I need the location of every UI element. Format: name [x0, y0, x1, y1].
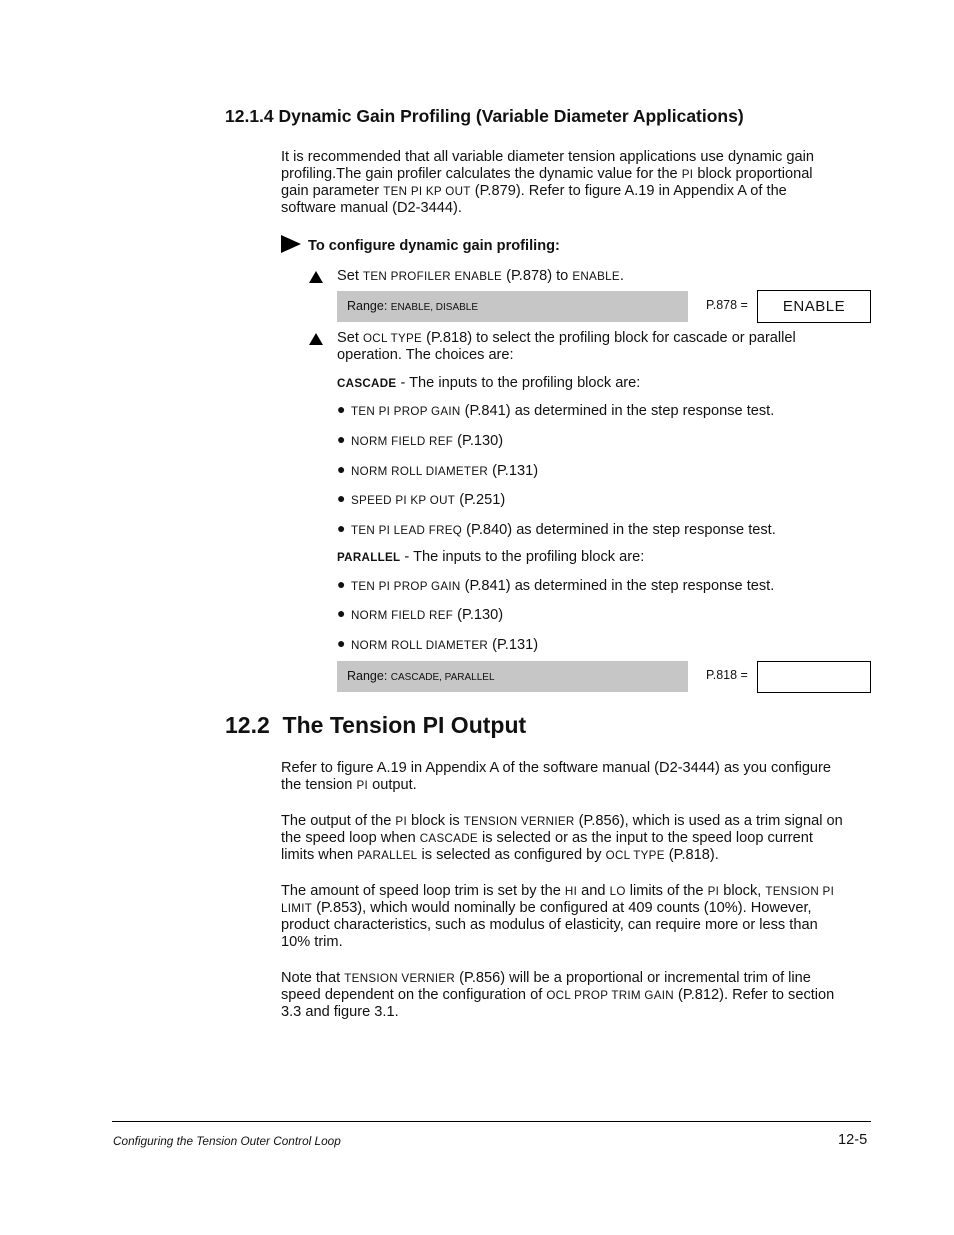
- range-bar-p818: Range: CASCADE, PARALLEL: [337, 661, 688, 692]
- intro-line: gain parameter TEN PI KP OUT (P.879). Refer to figure A.19 in Appendix A of the: [281, 183, 787, 199]
- intro-line: software manual (D2-3444).: [281, 200, 462, 216]
- cascade-intro: CASCADE - The inputs to the profiling block are:: [337, 375, 641, 391]
- param-value-field-p878[interactable]: ENABLE: [757, 290, 871, 323]
- bullet-dot-icon: ●: [337, 401, 346, 417]
- param-label-p878: P.878 =: [706, 298, 748, 312]
- procedure-arrow-icon: [280, 234, 302, 259]
- step-triangle-icon: [309, 270, 323, 288]
- bullet-dot-icon: ●: [337, 576, 346, 592]
- bullet-dot-icon: ●: [337, 605, 346, 621]
- paragraph-4: Note that TENSION VERNIER (P.856) will be a proportional or incremental trim of line speed dependent on the configuration of OCL PROP TRIM GAIN (P.812). Refer to section 3.3 and figure 3.1.: [281, 970, 835, 1020]
- range-bar-p878: Range: ENABLE, DISABLE: [337, 291, 688, 322]
- section-heading-12-2: 12.2 The Tension PI Output: [225, 712, 527, 738]
- paragraph-3: The amount of speed loop trim is set by the HI and LO limits of the PI block, TENSION PI LIMIT (P.853), which would nominally be configured at 409 counts (10%). However, product characteristics, such as modulus of elasticity, can require more or less than 10% trim.: [281, 883, 835, 950]
- paragraph-1: Refer to figure A.19 in Appendix A of the software manual (D2-3444) as you configure the tension PI output.: [281, 760, 832, 793]
- section-heading-12-1-4: 12.1.4 Dynamic Gain Profiling (Variable Diameter Applications): [225, 106, 744, 126]
- page-number: 12-5: [838, 1132, 868, 1148]
- intro-line: profiling.The gain profiler calculates the dynamic value for the PI block proportional: [281, 166, 813, 182]
- procedure-title: To configure dynamic gain profiling:: [308, 238, 560, 254]
- bullet-dot-icon: ●: [337, 431, 346, 447]
- intro-line: It is recommended that all variable diameter tension applications use dynamic gain: [281, 149, 814, 165]
- bullet-dot-icon: ●: [337, 520, 346, 536]
- bullet-dot-icon: ●: [337, 461, 346, 477]
- step1-text: Set TEN PROFILER ENABLE (P.878) to ENABLE.: [337, 268, 624, 284]
- footer-rule: [112, 1121, 871, 1122]
- param-value-field-p818[interactable]: [757, 661, 871, 693]
- bullet-dot-icon: ●: [337, 635, 346, 651]
- param-label-p818: P.818 =: [706, 668, 748, 682]
- intro-paragraph: [281, 149, 871, 217]
- step-triangle-icon: [309, 332, 323, 350]
- paragraph-2: The output of the PI block is TENSION VERNIER (P.856), which is used as a trim signal on the speed loop when CASCADE is selected or as the input to the speed loop current limits when PARALLEL is selected as configured by OCL TYPE (P.818).: [281, 813, 843, 863]
- parallel-intro: PARALLEL - The inputs to the profiling block are:: [337, 549, 645, 565]
- bullet-dot-icon: ●: [337, 490, 346, 506]
- step2-text: Set OCL TYPE (P.818) to select the profiling block for cascade or parallel operation. The choices are:: [337, 330, 796, 363]
- footer-title: Configuring the Tension Outer Control Loop: [113, 1134, 341, 1148]
